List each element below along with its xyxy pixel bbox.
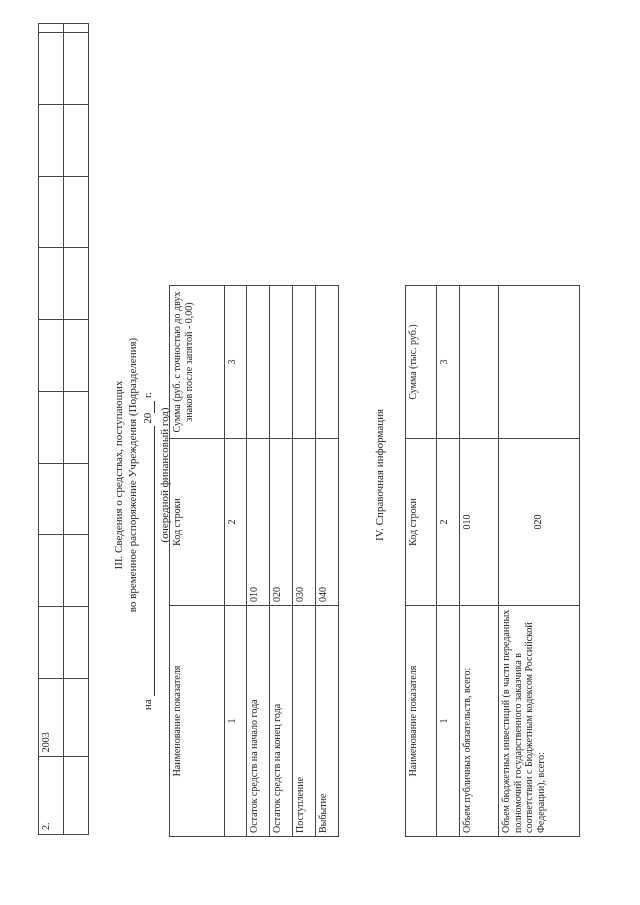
header-line-code: Код строки (406, 439, 437, 606)
row-code: 020 (499, 439, 580, 606)
table-row (499, 286, 580, 837)
column-number: 2 (437, 439, 460, 606)
top-row-number: 2. (39, 757, 64, 835)
row-name: Поступление (293, 606, 316, 837)
row-code: 040 (316, 439, 339, 606)
row-name: Объем публичных обязательств, всего: (460, 606, 499, 837)
row-amount (460, 286, 499, 439)
row-name: Остаток средств на конец года (270, 606, 293, 837)
section3-header-row (170, 286, 225, 837)
column-number: 3 (225, 286, 247, 439)
row-name: Остаток средств на начало года (247, 606, 270, 837)
section4-table (405, 285, 580, 837)
header-line-code: Код строки (170, 439, 225, 606)
header-amount: Сумма (тыс. руб.) (406, 286, 437, 439)
row-code: 020 (270, 439, 293, 606)
section4-number-row (437, 286, 460, 837)
column-number: 3 (437, 286, 460, 439)
row-amount (293, 286, 316, 439)
top-table-row (39, 24, 64, 835)
top-table-row (64, 24, 89, 835)
column-number: 1 (437, 606, 460, 837)
table-row (316, 286, 339, 837)
section3-table (169, 285, 339, 837)
row-name: Выбытие (316, 606, 339, 837)
header-indicator-name: Наименование показателя (406, 606, 437, 837)
row-name: Объем бюджетных инвестиций (в части переданных полномочий государственного заказчика в соответствии с Бюджетным кодексом Российской Федерации), всего: (499, 606, 580, 837)
year-blank (141, 401, 156, 413)
section3-title-line2: во временное распоряжение Учреждения (Подразделения) (126, 337, 139, 613)
column-number: 2 (225, 439, 247, 606)
section3-title (113, 235, 173, 715)
section4-title: IV. Справочная информация (374, 408, 386, 542)
header-amount: Сумма (руб. с точностью до двух знаков после запятой - 0,00) (170, 286, 225, 439)
row-amount (499, 286, 580, 439)
row-amount (247, 286, 270, 439)
row-amount (270, 286, 293, 439)
date-blank (141, 426, 156, 696)
na-label: на (141, 699, 154, 710)
row-amount (316, 286, 339, 439)
section4-header-row (406, 286, 437, 837)
table-row (293, 286, 316, 837)
column-number: 1 (225, 606, 247, 837)
year-prefix: 20 (141, 412, 154, 424)
section3-date-line (141, 235, 156, 715)
year-suffix: г. (141, 391, 154, 398)
table-row (270, 286, 293, 837)
section3-number-row (225, 286, 247, 837)
top-continuation-table (38, 23, 89, 835)
top-row-code: 2003 (39, 678, 64, 756)
section3-title-line1: III. Сведения о средствах, поступающих (113, 380, 125, 570)
header-indicator-name: Наименование показателя (170, 606, 225, 837)
row-code: 010 (460, 439, 499, 606)
section3-subcaption: (очередной финансовый год) (159, 407, 172, 543)
table-row (460, 286, 499, 837)
table-row (247, 286, 270, 837)
row-code: 030 (293, 439, 316, 606)
row-code: 010 (247, 439, 270, 606)
